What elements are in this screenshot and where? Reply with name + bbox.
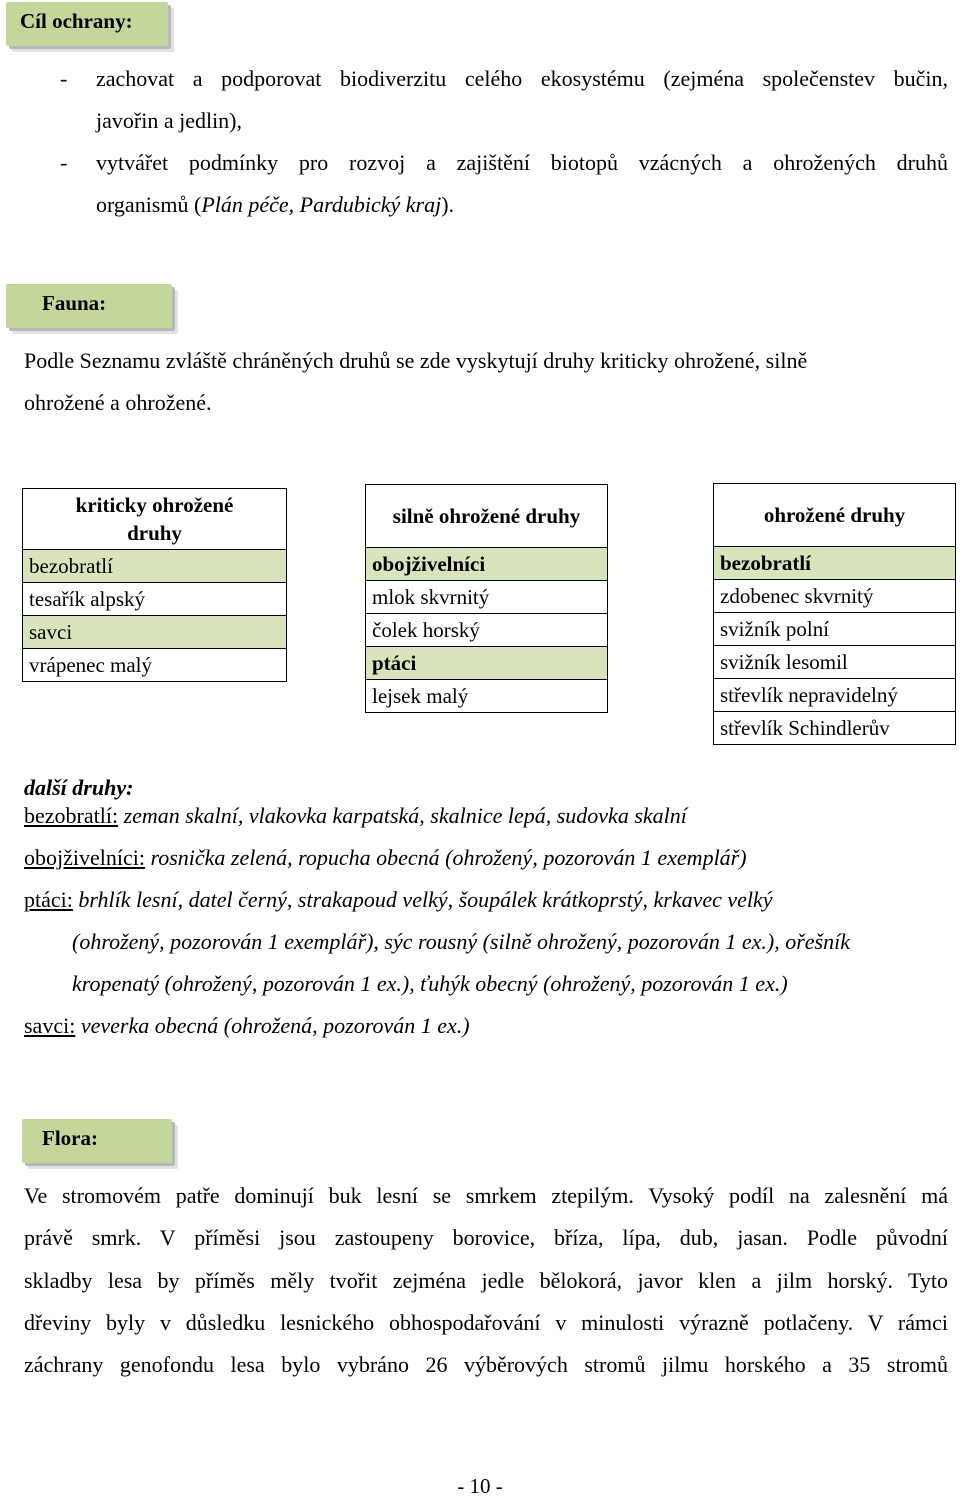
other-birds-line-1 [24,887,773,913]
flora-line-5: záchrany genofondu lesa bylo vybráno 26 výběrových stromů jilmu horského a 35 stromů [24,1352,948,1377]
species-list: veverka obecná (ohrožená, pozorován 1 ex.) [75,1013,470,1038]
table-cell: střevlík nepravidelný [714,679,956,712]
flora-line-3: skladby lesa by příměs měly tvořit zejména jedle bělokorá, javor klen a jilm horský. Tyto [24,1268,948,1293]
table-header: silně ohrožené druhy [366,485,608,548]
table-row [366,647,608,680]
table-row [714,646,956,679]
table-cell: zdobenec skvrnitý [714,580,956,613]
table-strongly-endangered [365,484,608,713]
table-row [366,548,608,581]
species-list: rosnička zelená, ropucha obecná (ohrožený, pozorován 1 exemplář) [144,845,747,870]
species-list: brhlík lesní, datel černý, strakapoud velký, šoupálek krátkoprstý, krkavec velký [72,887,773,912]
group-label: ptáci: [24,887,73,912]
other-invertebrates [24,803,687,829]
bullet-dash: - [60,150,68,175]
table-header-row [23,489,287,550]
header-line-1: kriticky ohrožené [75,493,234,517]
table-cell: lejsek malý [366,680,608,713]
header-line-2: druhy [127,521,182,545]
table-row [366,614,608,647]
goal-1-line-1: zachovat a podporovat biodiverzitu celého ekosystému (zejména společenstev bučin, [96,66,948,91]
other-amphibians [24,845,747,871]
table-cell-group: bezobratlí [714,547,956,580]
table-cell-group: obojživelníci [366,548,608,581]
group-label: savci: [24,1013,76,1038]
other-species-title: další druhy: [24,775,134,800]
goal-1-line-2: javořin a jedlin), [96,108,243,133]
heading-text: Flora: [42,1126,98,1150]
bullet-dash: - [60,66,68,91]
table-cell: vrápenec malý [23,649,287,682]
table-row [714,613,956,646]
heading-text: Cíl ochrany: [20,9,133,33]
other-birds-line-3: kropenatý (ohrožený, pozorován 1 ex.), ťuhýk obecný (ohrožený, pozorován 1 ex.) [72,971,788,996]
flora-line-2: právě smrk. V příměsi jsou zastoupeny borovice, bříza, lípa, dub, jasan. Podle původní [24,1225,948,1250]
table-header [23,489,287,550]
table-critically-endangered [22,488,287,682]
fauna-intro-line-2: ohrožené a ohrožené. [24,390,212,415]
group-label: bezobratlí: [24,803,119,828]
table-cell: střevlík Schindlerův [714,712,956,745]
table-header-row [366,485,608,548]
heading-cil-ochrany [6,2,168,46]
table-cell: tesařík alpský [23,583,287,616]
goal-2-line-2 [96,192,454,218]
table-row [366,680,608,713]
heading-fauna [6,284,172,328]
table-cell-group: bezobratlí [23,550,287,583]
heading-flora [22,1119,172,1163]
species-list: zeman skalní, vlakovka karpatská, skalnice lepá, sudovka skalní [118,803,687,828]
table-row [714,547,956,580]
table-cell-group: savci [23,616,287,649]
heading-text: Fauna: [42,291,107,315]
flora-line-1: Ve stromovém patře dominují buk lesní se smrkem ztepilým. Vysoký podíl na zalesnění má [24,1183,948,1208]
table-row [714,679,956,712]
table-row [23,550,287,583]
table-row [366,581,608,614]
fauna-intro-line-1: Podle Seznamu zvláště chráněných druhů se zde vyskytují druhy kriticky ohrožené, silně [24,348,808,373]
table-cell: svižník lesomil [714,646,956,679]
flora-line-4: dřeviny byly v důsledku lesnického obhospodařování v minulosti výrazně potlačeny. V rámci [24,1310,948,1335]
table-header-row [714,484,956,547]
table-cell: mlok skvrnitý [366,581,608,614]
table-row [714,712,956,745]
goal-2-source: Plán péče, Pardubický kraj [201,192,442,217]
group-label: obojživelníci: [24,845,145,870]
table-cell-group: ptáci [366,647,608,680]
page-number: - 10 - [457,1474,503,1498]
table-row [23,616,287,649]
goal-2-line-1: vytvářet podmínky pro rozvoj a zajištění biotopů vzácných a ohrožených druhů [96,150,948,175]
table-cell: svižník polní [714,613,956,646]
table-cell: čolek horský [366,614,608,647]
table-row [23,649,287,682]
table-row [23,583,287,616]
table-row [714,580,956,613]
table-endangered [713,483,956,745]
goal-2-text-a: organismů ( [96,192,202,217]
other-birds-line-2: (ohrožený, pozorován 1 exemplář), sýc rousný (silně ohrožený, pozorován 1 ex.), ořešník [72,929,850,954]
other-mammals [24,1013,470,1039]
goal-2-text-c: ). [441,192,455,217]
table-header: ohrožené druhy [714,484,956,547]
